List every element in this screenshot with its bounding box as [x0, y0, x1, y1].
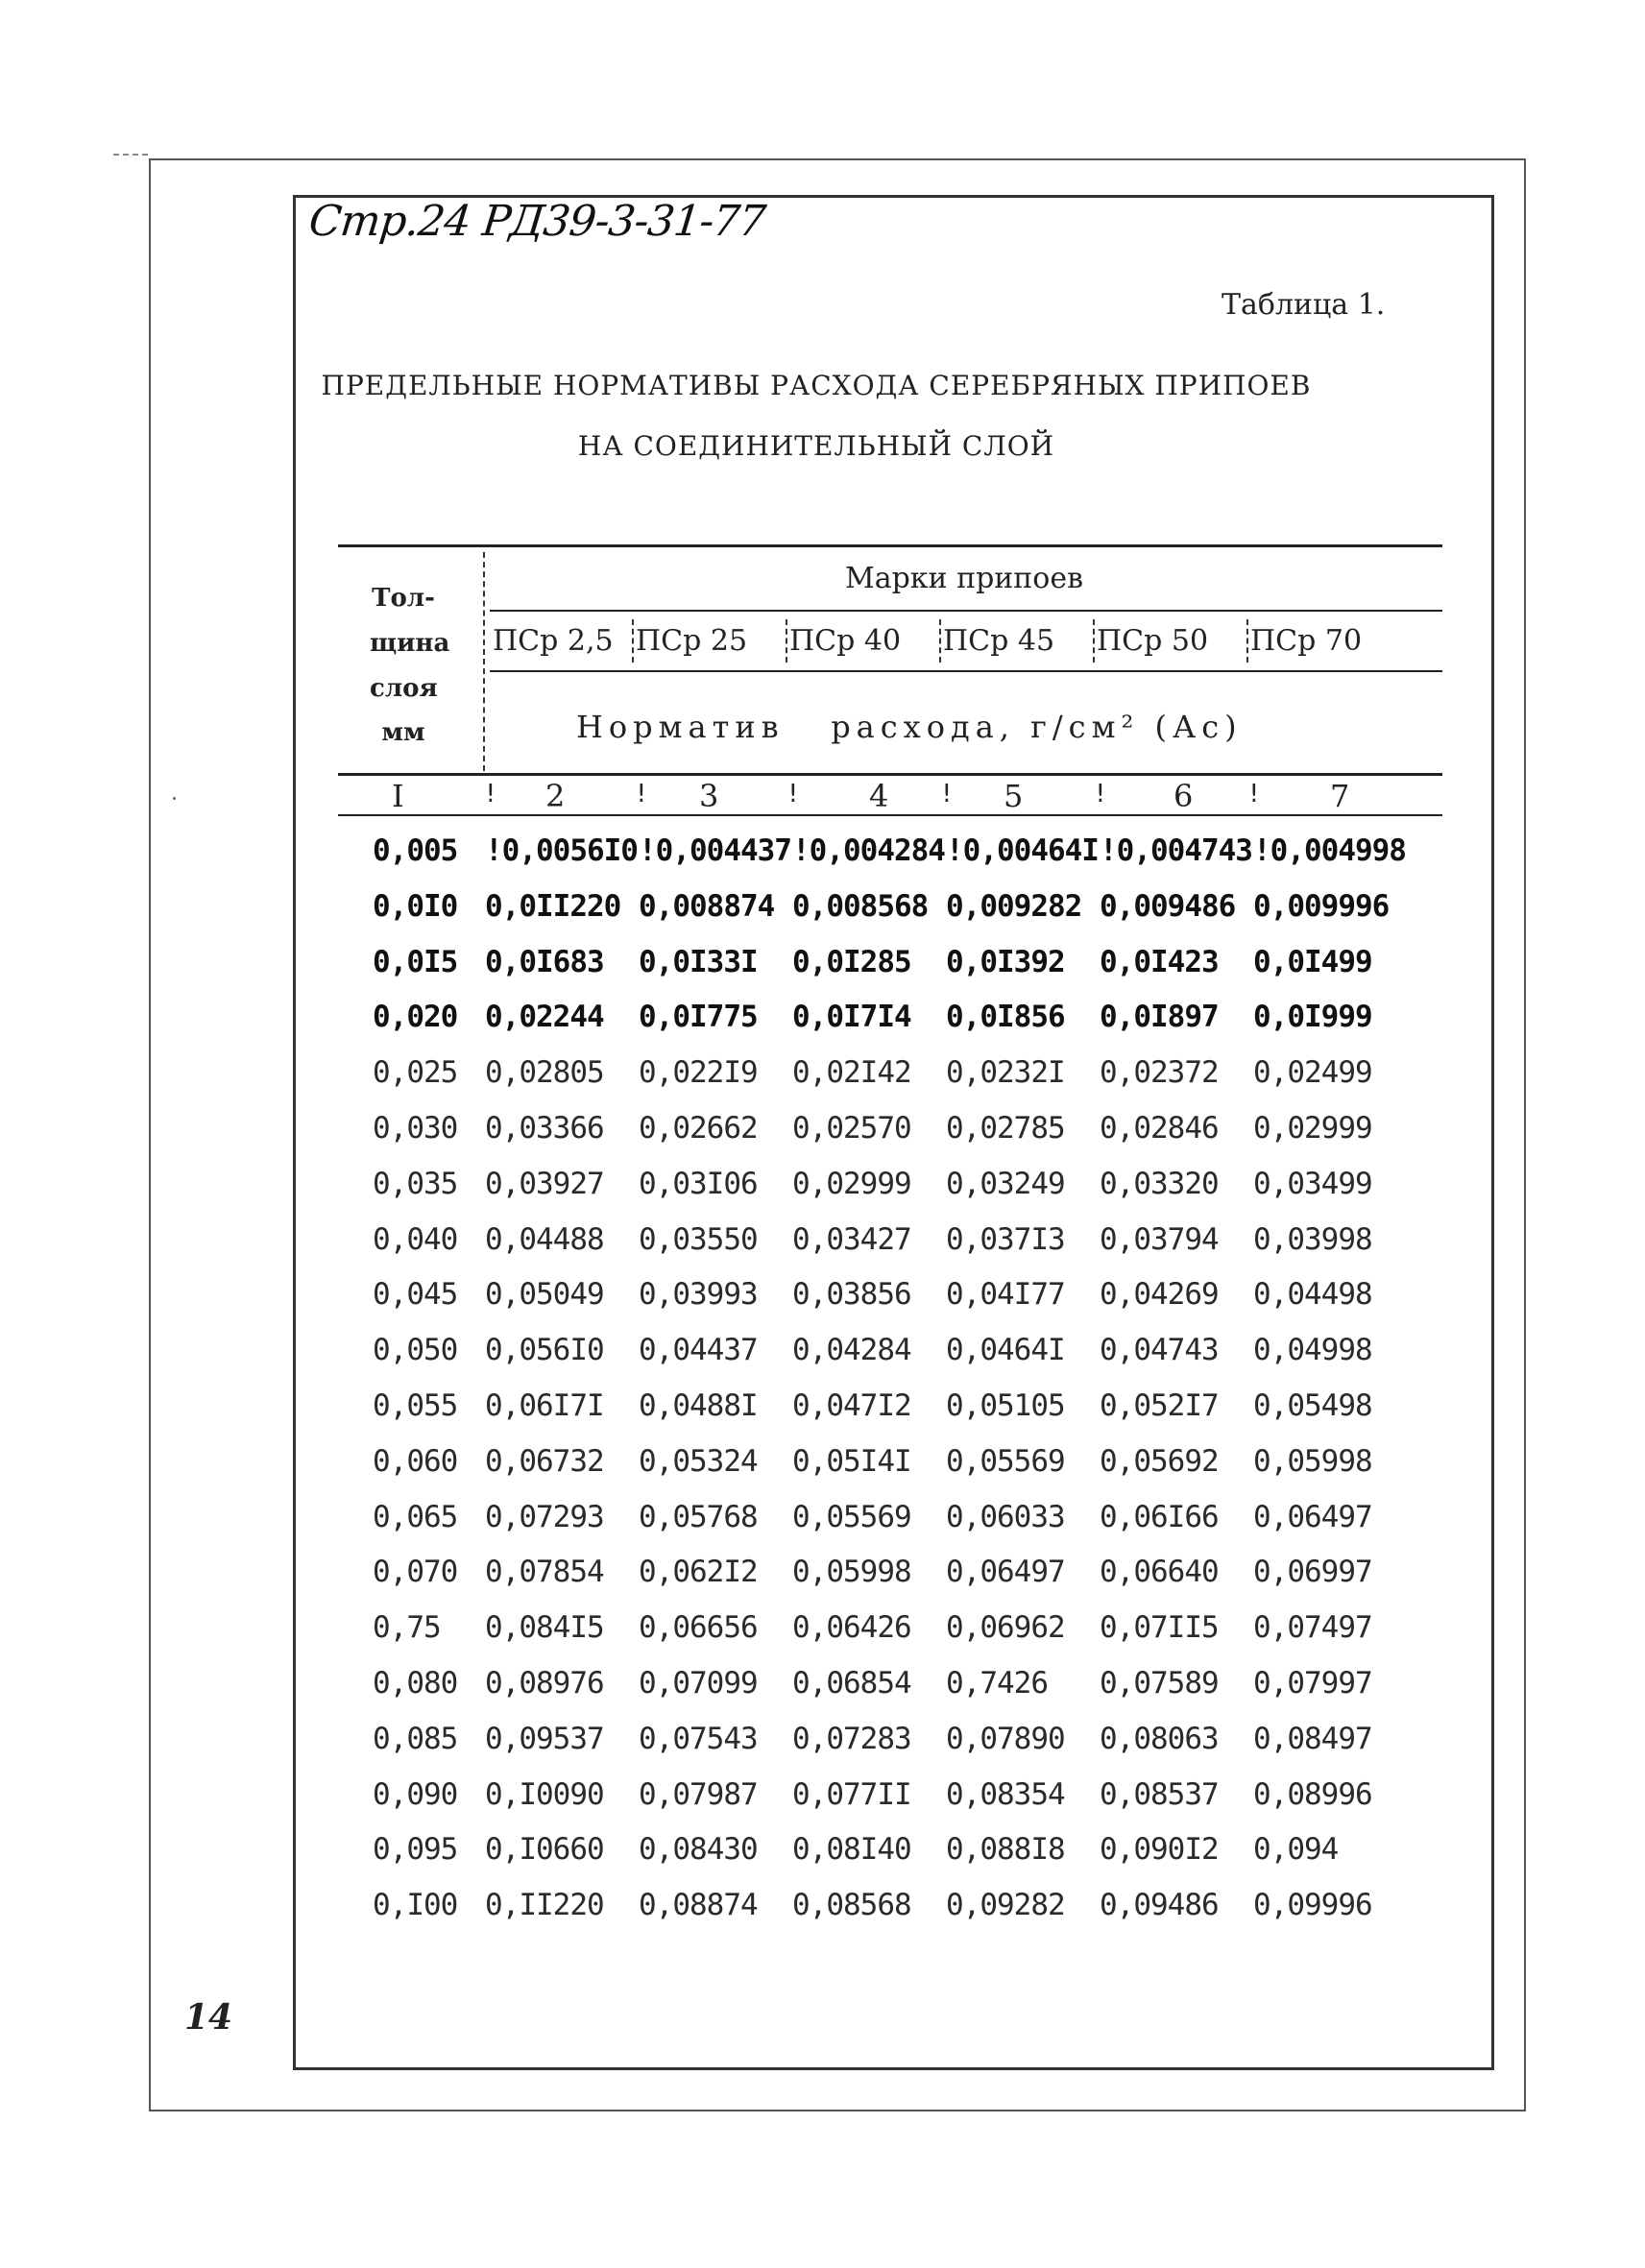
table-row: [0, 1222, 1645, 1276]
norm-value-cell: 0,08430: [639, 1832, 758, 1868]
norm-value-cell: 0,009486: [1100, 888, 1236, 924]
table-label: Таблица 1.: [1222, 288, 1386, 322]
norm-value-cell: 0,056I0: [485, 1333, 604, 1368]
norm-value-cell: 0,06497: [1253, 1499, 1372, 1534]
norm-value-cell: 0,047I2: [792, 1388, 911, 1423]
norm-value-cell: 0,06I7I: [485, 1388, 604, 1423]
norm-value-cell: 0,07497: [1253, 1610, 1372, 1646]
thickness-cell: 0,0I0: [373, 888, 458, 924]
norm-value-cell: 0,06997: [1253, 1555, 1372, 1590]
norm-value-cell: 0,09486: [1100, 1888, 1219, 1923]
norm-value-cell: 0,03249: [946, 1166, 1065, 1201]
table-row: [0, 1055, 1645, 1109]
thickness-header-4: мм: [381, 718, 425, 747]
norm-value-cell: 0,03550: [639, 1221, 758, 1257]
brand-divider: [1246, 619, 1248, 663]
table-row: [0, 1555, 1645, 1608]
table-row: [0, 1500, 1645, 1554]
norm-value-cell: 0,0I856: [946, 1000, 1065, 1035]
norm-value-cell: 0,04743: [1100, 1333, 1219, 1368]
table-row: [0, 1444, 1645, 1498]
norm-value-cell: 0,07II5: [1100, 1610, 1219, 1646]
table-row: [0, 1000, 1645, 1053]
norm-value-cell: !0,004743: [1100, 833, 1252, 868]
thickness-cell: 0,035: [373, 1166, 458, 1201]
norm-value-cell: !0,0056I0: [485, 833, 638, 868]
norm-value-cell: 0,08996: [1253, 1776, 1372, 1812]
table-row: [0, 833, 1645, 887]
thickness-cell: 0,005: [373, 833, 458, 868]
norm-value-cell: 0,09537: [485, 1721, 604, 1756]
norm-value-cell: !0,004284: [792, 833, 945, 868]
brand-divider: [1093, 619, 1095, 663]
column-number-rule: [338, 814, 1442, 816]
norm-value-cell: 0,04269: [1100, 1277, 1219, 1313]
norm-value-cell: 0,02570: [792, 1111, 911, 1146]
norm-value-cell: 0,02244: [485, 1000, 604, 1035]
norm-value-cell: 0,0I285: [792, 944, 911, 979]
norm-value-cell: 0,077II: [792, 1776, 911, 1812]
norm-value-cell: 0,02999: [1253, 1111, 1372, 1146]
thickness-cell: 0,085: [373, 1721, 458, 1756]
norm-value-cell: 0,0I999: [1253, 1000, 1372, 1035]
column-separator: !: [786, 780, 801, 808]
margin-dash-mark: [113, 154, 148, 156]
thickness-cell: 0,095: [373, 1832, 458, 1868]
thickness-cell: 0,75: [373, 1610, 441, 1646]
norm-value-cell: 0,07589: [1100, 1666, 1219, 1701]
norm-value-cell: 0,05049: [485, 1277, 604, 1313]
norm-value-cell: 0,04498: [1253, 1277, 1372, 1313]
column-number-7: 7: [1330, 778, 1350, 814]
table-top-rule: [338, 544, 1442, 547]
norm-value-cell: 0,094: [1253, 1832, 1339, 1868]
norm-value-cell: 0,08497: [1253, 1721, 1372, 1756]
norm-value-cell: !0,004998: [1253, 833, 1406, 868]
norm-value-cell: 0,05569: [792, 1499, 911, 1534]
thickness-cell: 0,070: [373, 1555, 458, 1590]
column-number-4: 4: [869, 778, 889, 814]
table-row: [0, 1333, 1645, 1387]
norm-value-cell: 0,07987: [639, 1776, 758, 1812]
norm-value-cell: 0,04998: [1253, 1333, 1372, 1368]
norm-value-cell: 0,09996: [1253, 1888, 1372, 1923]
norm-value-cell: 0,0I775: [639, 1000, 758, 1035]
norm-value-cell: 0,0I499: [1253, 944, 1372, 979]
norm-value-cell: 0,05I4I: [792, 1443, 911, 1479]
norm-value-cell: 0,05768: [639, 1499, 758, 1534]
norm-value-cell: 0,06854: [792, 1666, 911, 1701]
table-row: [0, 1111, 1645, 1165]
norm-value-cell: 0,009996: [1253, 888, 1390, 924]
norm-value-cell: 0,084I5: [485, 1610, 604, 1646]
brand-divider: [632, 619, 634, 663]
brands-rule: [490, 610, 1442, 612]
norm-value-cell: 0,05569: [946, 1443, 1065, 1479]
norm-value-cell: 0,037I3: [946, 1221, 1065, 1257]
norm-value-cell: 0,06962: [946, 1610, 1065, 1646]
column-separator: !: [483, 780, 498, 808]
table-row: [0, 889, 1645, 943]
norm-value-cell: 0,05998: [1253, 1443, 1372, 1479]
norm-value-cell: 0,03I06: [639, 1166, 758, 1201]
thickness-cell: 0,030: [373, 1111, 458, 1146]
thickness-cell: 0,055: [373, 1388, 458, 1423]
norm-value-cell: 0,02999: [792, 1166, 911, 1201]
norm-value-cell: 0,02805: [485, 1055, 604, 1091]
norm-value-cell: 0,06732: [485, 1443, 604, 1479]
column-separator: !: [1246, 780, 1262, 808]
norm-value-cell: 0,I0660: [485, 1832, 604, 1868]
norm-value-cell: 0,02499: [1253, 1055, 1372, 1091]
thickness-cell: 0,040: [373, 1221, 458, 1257]
norm-value-cell: 0,0I683: [485, 944, 604, 979]
norm-value-cell: 0,008874: [639, 888, 775, 924]
column-separator: !: [634, 780, 649, 808]
norm-value-cell: 0,07543: [639, 1721, 758, 1756]
norm-value-cell: 0,I0090: [485, 1776, 604, 1812]
norm-value-cell: 0,02846: [1100, 1111, 1219, 1146]
thickness-cell: 0,080: [373, 1666, 458, 1701]
norm-value-cell: 0,06I66: [1100, 1499, 1219, 1534]
norm-value-cell: 0,06640: [1100, 1555, 1219, 1590]
brand-psr-40: ПСр 40: [789, 624, 902, 658]
norm-value-cell: 0,03998: [1253, 1221, 1372, 1257]
norm-value-cell: 0,0I392: [946, 944, 1065, 979]
table-row: [0, 1277, 1645, 1331]
norm-value-cell: 0,06497: [946, 1555, 1065, 1590]
brand-psr-45: ПСр 45: [943, 624, 1055, 658]
norm-value-cell: 0,05498: [1253, 1388, 1372, 1423]
column-number-6: 6: [1173, 778, 1194, 814]
norm-value-cell: 0,0I33I: [639, 944, 758, 979]
norm-value-cell: 0,090I2: [1100, 1832, 1219, 1868]
norm-value-cell: 0,0II220: [485, 888, 621, 924]
norm-value-cell: 0,07997: [1253, 1666, 1372, 1701]
brand-psr-70: ПСр 70: [1250, 624, 1363, 658]
thickness-header-1: Тол-: [372, 584, 435, 613]
norm-value-cell: 0,02785: [946, 1111, 1065, 1146]
norm-value-cell: 0,0I7I4: [792, 1000, 911, 1035]
norm-value-cell: 0,052I7: [1100, 1388, 1219, 1423]
thickness-cell: 0,065: [373, 1499, 458, 1534]
norm-value-cell: 0,08568: [792, 1888, 911, 1923]
norm-value-cell: 0,07854: [485, 1555, 604, 1590]
thickness-cell: 0,025: [373, 1055, 458, 1091]
brand-psr-25: ПСр 25: [636, 624, 748, 658]
brand-divider: [939, 619, 941, 663]
table-row: [0, 1388, 1645, 1442]
norm-value-cell: 0,04488: [485, 1221, 604, 1257]
norm-value-cell: 0,07099: [639, 1666, 758, 1701]
column-number-3: 3: [699, 778, 719, 814]
column-separator: !: [939, 780, 955, 808]
norm-value-cell: !0,004437: [639, 833, 791, 868]
table-row: [0, 1888, 1645, 1942]
thickness-header-2: щина: [370, 629, 450, 658]
norm-value-cell: 0,062I2: [639, 1555, 758, 1590]
brand-psr-2-5: ПСр 2,5: [493, 624, 614, 658]
norm-value-cell: 0,06656: [639, 1610, 758, 1646]
norm-value-cell: 0,0232I: [946, 1055, 1065, 1091]
norm-value-cell: 0,03927: [485, 1166, 604, 1201]
norm-value-cell: 0,088I8: [946, 1832, 1065, 1868]
norm-value-cell: 0,03427: [792, 1221, 911, 1257]
norm-value-cell: 0,0I897: [1100, 1000, 1219, 1035]
norm-value-cell: 0,02372: [1100, 1055, 1219, 1091]
norm-value-cell: 0,03856: [792, 1277, 911, 1313]
norm-value-cell: 0,0I423: [1100, 944, 1219, 979]
column-number-1: I: [392, 778, 404, 814]
handwritten-page-mark: 14: [184, 1997, 233, 2038]
norm-value-cell: 0,03794: [1100, 1221, 1219, 1257]
norm-value-cell: 0,05998: [792, 1555, 911, 1590]
table-row: [0, 1777, 1645, 1831]
norm-value-cell: !0,00464I: [946, 833, 1099, 868]
norm-value-cell: 0,08537: [1100, 1776, 1219, 1812]
norm-value-cell: 0,06426: [792, 1610, 911, 1646]
norm-value-cell: 0,09282: [946, 1888, 1065, 1923]
header-bottom-rule: [338, 773, 1442, 776]
norm-value-cell: 0,03320: [1100, 1166, 1219, 1201]
norm-value-cell: 0,II220: [485, 1888, 604, 1923]
norm-header: Норматив расхода, г/см² (Ас): [576, 709, 1243, 745]
table-title-line-2: НА СОЕДИНИТЕЛЬНЫЙ СЛОЙ: [577, 430, 1055, 462]
norm-value-cell: 0,05324: [639, 1443, 758, 1479]
norm-value-cell: 0,03499: [1253, 1166, 1372, 1201]
table-row: [0, 1832, 1645, 1886]
norm-value-cell: 0,04284: [792, 1333, 911, 1368]
page-reference: Стр.24 РД39-3-31-77: [306, 197, 768, 246]
thickness-cell: 0,020: [373, 1000, 458, 1035]
brand-psr-50: ПСр 50: [1097, 624, 1209, 658]
norm-value-cell: 0,0488I: [639, 1388, 758, 1423]
norm-value-cell: 0,08976: [485, 1666, 604, 1701]
brand-divider: [786, 619, 787, 663]
norm-value-cell: 0,03366: [485, 1111, 604, 1146]
norm-rule: [490, 670, 1442, 672]
column-number-2: 2: [545, 778, 566, 814]
norm-value-cell: 0,009282: [946, 888, 1082, 924]
thickness-header-3: слоя: [370, 674, 438, 703]
norm-value-cell: 0,02662: [639, 1111, 758, 1146]
norm-value-cell: 0,04I77: [946, 1277, 1065, 1313]
thickness-cell: 0,0I5: [373, 944, 458, 979]
norm-value-cell: 0,08874: [639, 1888, 758, 1923]
norm-value-cell: 0,07293: [485, 1499, 604, 1534]
table-row: [0, 1722, 1645, 1775]
table-title-line-1: ПРЕДЕЛЬНЫЕ НОРМАТИВЫ РАСХОДА СЕРЕБРЯНЫХ ПРИПОЕВ: [321, 370, 1312, 401]
column-number-5: 5: [1004, 778, 1024, 814]
brands-header: Марки припоев: [845, 562, 1083, 595]
norm-value-cell: 0,05692: [1100, 1443, 1219, 1479]
norm-value-cell: 0,08354: [946, 1776, 1065, 1812]
thickness-column-divider: [483, 552, 489, 771]
norm-value-cell: 0,03993: [639, 1277, 758, 1313]
norm-value-cell: 0,008568: [792, 888, 929, 924]
norm-value-cell: 0,07283: [792, 1721, 911, 1756]
norm-value-cell: 0,06033: [946, 1499, 1065, 1534]
table-row: [0, 1167, 1645, 1220]
column-separator: !: [1093, 780, 1108, 808]
norm-value-cell: 0,08063: [1100, 1721, 1219, 1756]
norm-value-cell: 0,022I9: [639, 1055, 758, 1091]
thickness-cell: 0,050: [373, 1333, 458, 1368]
norm-value-cell: 0,07890: [946, 1721, 1065, 1756]
table-row: [0, 1666, 1645, 1720]
table-row: [0, 1610, 1645, 1664]
thickness-cell: 0,I00: [373, 1888, 458, 1923]
thickness-cell: 0,090: [373, 1776, 458, 1812]
norm-value-cell: 0,02I42: [792, 1055, 911, 1091]
norm-value-cell: 0,0464I: [946, 1333, 1065, 1368]
norm-value-cell: 0,04437: [639, 1333, 758, 1368]
thickness-cell: 0,045: [373, 1277, 458, 1313]
norm-value-cell: 0,7426: [946, 1666, 1048, 1701]
norm-value-cell: 0,08I40: [792, 1832, 911, 1868]
thickness-cell: 0,060: [373, 1443, 458, 1479]
norm-value-cell: 0,05105: [946, 1388, 1065, 1423]
table-row: [0, 945, 1645, 999]
